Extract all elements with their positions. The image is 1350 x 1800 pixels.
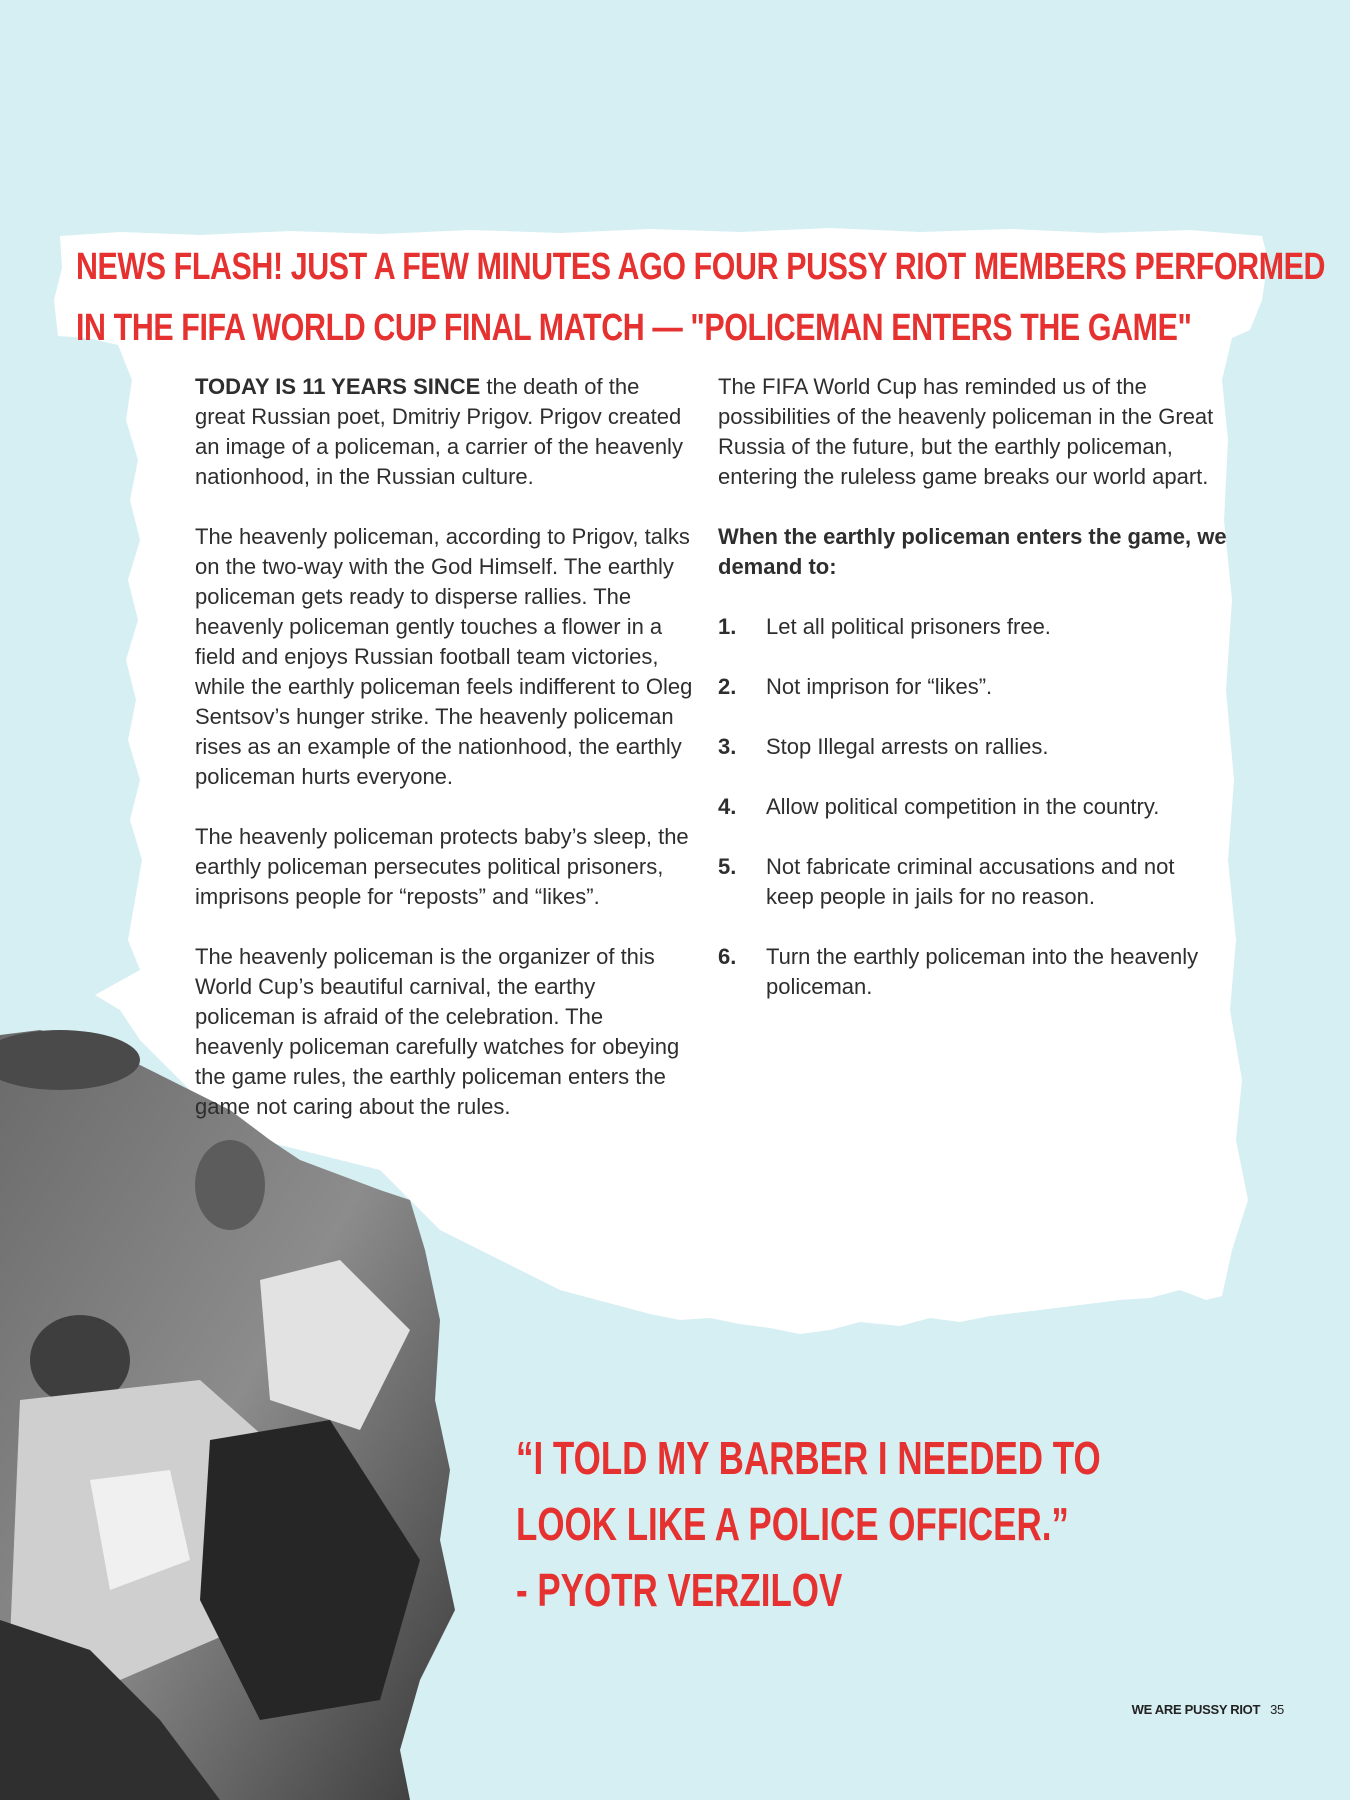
publication-name: WE ARE PUSSY RIOT <box>1131 1702 1261 1717</box>
demand-text: Turn the earthly policeman into the heavenly policeman. <box>766 944 1199 999</box>
page-number: 35 <box>1270 1702 1284 1717</box>
demand-number: 1. <box>718 614 737 639</box>
demand-list <box>718 612 1228 1002</box>
headline-line-2: IN THE FIFA WORLD CUP FINAL MATCH — "POLICEMAN ENTERS THE GAME" <box>76 307 1192 349</box>
quote-attribution: - PYOTR VERZILOV <box>516 1564 843 1616</box>
demand-item <box>718 852 1228 912</box>
lead-text: the death of the great Russian poet, Dmitriy Prigov. Prigov created an image of a policeman, a carrier of the heavenly nationhood, in the Russian culture. <box>195 374 683 489</box>
demand-number: 5. <box>718 854 737 879</box>
paragraph-4: The heavenly policeman is the organizer of this World Cup’s beautiful carnival, the earthy policeman is afraid of the celebration. The heavenly policeman carefully watches for obeying the game rules, the earthly policeman enters the game not caring about the rules. <box>195 944 680 1119</box>
lead-paragraph <box>195 372 695 492</box>
article-right-column <box>718 372 1228 1032</box>
demand-text: Not imprison for “likes”. <box>766 674 993 699</box>
paragraph-2: The heavenly policeman, according to Prigov, talks on the two-way with the God Himself. The earthly policeman gets ready to disperse rallies. The heavenly policeman gently touches a flower in a field and enjoys Russian football team victories, while the earthly policeman feels indifferent to Oleg Sentsov’s hunger strike. The heavenly policeman rises as an example of the nationhood, the earthly policeman hurts everyone. <box>195 524 693 789</box>
demand-text: Stop Illegal arrests on rallies. <box>766 734 1049 759</box>
demand-number: 6. <box>718 944 737 969</box>
demand-text: Let all political prisoners free. <box>766 614 1051 639</box>
page-footer <box>1132 1702 1284 1717</box>
quote-line-2: LOOK LIKE A POLICE OFFICER.” <box>516 1498 1069 1550</box>
lead-bold: TODAY IS 11 YEARS SINCE <box>195 374 481 399</box>
demand-text: Allow political competition in the country. <box>766 794 1160 819</box>
demand-item <box>718 942 1228 1002</box>
right-paragraph-1: The FIFA World Cup has reminded us of the possibilities of the heavenly policeman in the Great Russia of the future, but the earthly policeman, entering the ruleless game breaks our world apart. <box>718 374 1214 489</box>
demand-item <box>718 792 1228 822</box>
demand-item <box>718 672 1228 702</box>
demand-number: 3. <box>718 734 737 759</box>
demand-number: 4. <box>718 794 737 819</box>
demand-intro: When the earthly policeman enters the game, we demand to: <box>718 524 1227 579</box>
article-left-column <box>195 372 695 1152</box>
demand-item <box>718 612 1228 642</box>
headline-line-1: NEWS FLASH! JUST A FEW MINUTES AGO FOUR PUSSY RIOT MEMBERS PERFORMED <box>76 246 1326 288</box>
quote-line-1: “I TOLD MY BARBER I NEEDED TO <box>516 1432 1101 1484</box>
demand-text: Not fabricate criminal accusations and not keep people in jails for no reason. <box>766 854 1175 909</box>
demand-item <box>718 732 1228 762</box>
pull-quote <box>516 1425 1101 1623</box>
demand-number: 2. <box>718 674 737 699</box>
paragraph-3: The heavenly policeman protects baby’s sleep, the earthly policeman persecutes political prisoners, imprisons people for “reposts” and “likes”. <box>195 824 689 909</box>
